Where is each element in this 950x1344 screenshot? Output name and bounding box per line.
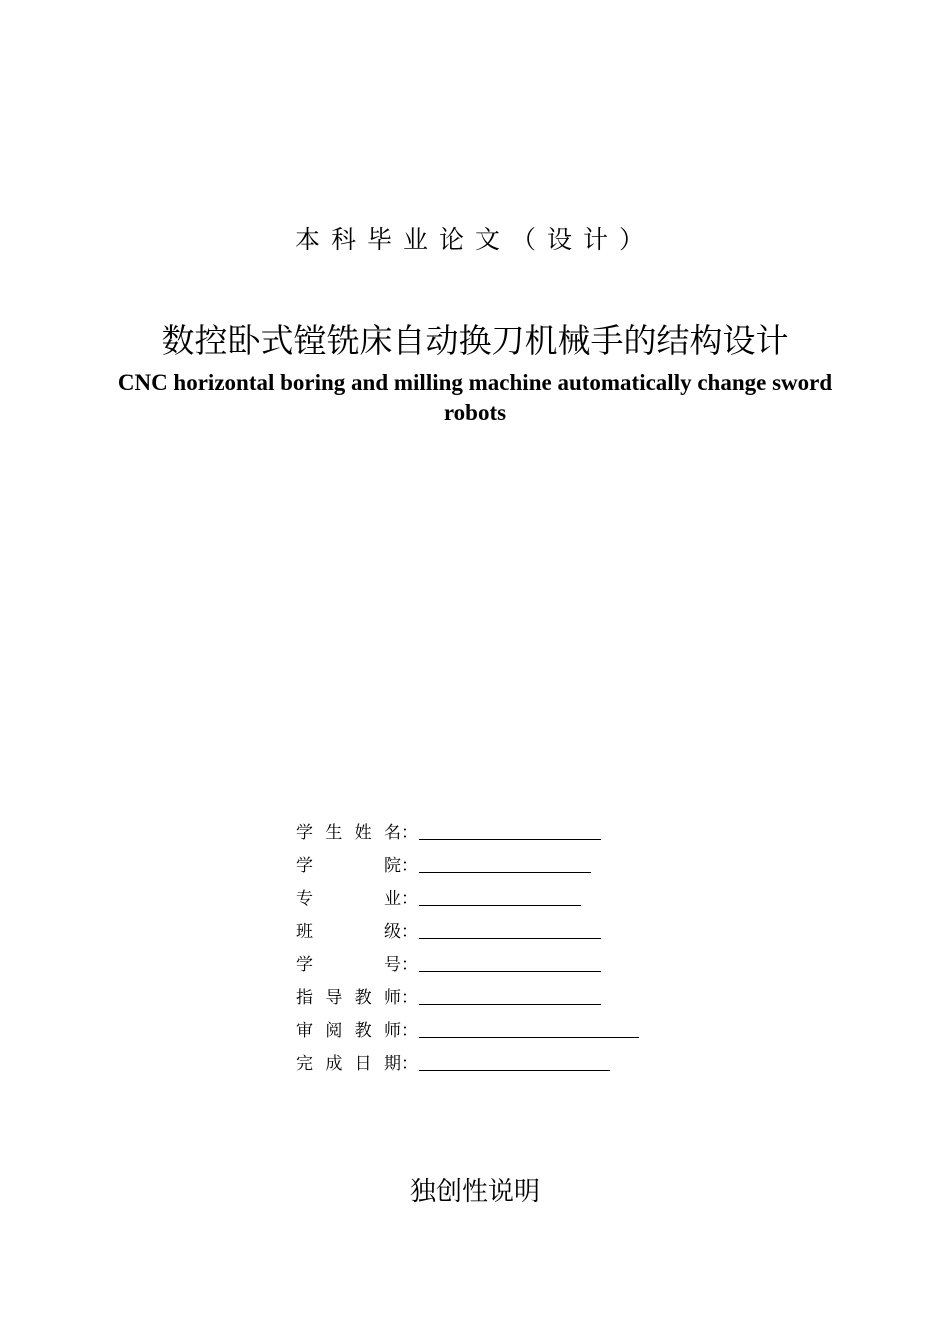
info-row-advisor xyxy=(296,975,716,1008)
info-colon: ： xyxy=(401,823,418,843)
info-label xyxy=(296,917,401,942)
info-label-char: 业 xyxy=(384,889,401,909)
fill-in-line[interactable] xyxy=(419,1050,610,1071)
info-row-reviewer xyxy=(296,1008,716,1041)
fill-in-line[interactable] xyxy=(419,1017,639,1038)
info-label-char: 院 xyxy=(384,856,401,876)
info-label xyxy=(296,950,401,975)
fill-in-line[interactable] xyxy=(419,852,591,873)
info-label xyxy=(296,851,401,876)
info-row-completion-date xyxy=(296,1041,716,1074)
info-label xyxy=(296,884,401,909)
fill-in-line[interactable] xyxy=(419,885,581,906)
info-row-student-id xyxy=(296,942,716,975)
info-label-char: 生 xyxy=(325,823,343,843)
info-label-char: 师 xyxy=(383,988,401,1008)
student-info-block xyxy=(296,810,716,1074)
info-label-char: 教 xyxy=(354,988,372,1008)
info-colon: ： xyxy=(401,1021,418,1041)
info-label xyxy=(296,983,401,1008)
info-label-char: 教 xyxy=(354,1021,372,1041)
info-label-char: 学 xyxy=(296,823,313,843)
info-label xyxy=(296,1049,401,1074)
info-label-char: 学 xyxy=(296,856,313,876)
info-label-char: 成 xyxy=(325,1054,343,1074)
info-colon: ： xyxy=(401,922,418,942)
info-label-char: 专 xyxy=(296,889,313,909)
info-row-college xyxy=(296,843,716,876)
fill-in-line[interactable] xyxy=(419,951,601,972)
info-colon: ： xyxy=(401,856,418,876)
info-label xyxy=(296,1016,401,1041)
info-label-char: 指 xyxy=(296,988,313,1008)
info-colon: ： xyxy=(401,1054,418,1074)
info-label xyxy=(296,818,401,843)
info-label-char: 名 xyxy=(383,823,401,843)
info-row-major xyxy=(296,876,716,909)
thesis-title-english: CNC horizontal boring and milling machine automatically change sword robots xyxy=(117,370,833,425)
info-label-char: 学 xyxy=(296,955,313,975)
info-label-char: 完 xyxy=(296,1054,313,1074)
info-colon: ： xyxy=(401,955,418,975)
originality-statement-heading: 独创性说明 xyxy=(409,1177,540,1207)
info-label-char: 日 xyxy=(354,1054,372,1074)
info-label-char: 级 xyxy=(384,922,401,942)
info-label-char: 期 xyxy=(383,1054,401,1074)
info-row-class xyxy=(296,909,716,942)
info-label-char: 姓 xyxy=(354,823,372,843)
fill-in-line[interactable] xyxy=(419,984,601,1005)
fill-in-line[interactable] xyxy=(419,918,601,939)
info-row-student-name xyxy=(296,810,716,843)
info-colon: ： xyxy=(401,889,418,909)
fill-in-line[interactable] xyxy=(419,819,601,840)
info-label-char: 师 xyxy=(383,1021,401,1041)
info-label-char: 号 xyxy=(384,955,401,975)
document-type: 本科毕业论文（设计） xyxy=(294,225,655,254)
thesis-title-chinese: 数控卧式镗铣床自动换刀机械手的结构设计 xyxy=(161,321,789,360)
info-label-char: 导 xyxy=(325,988,343,1008)
info-label-char: 审 xyxy=(296,1021,313,1041)
info-colon: ： xyxy=(401,988,418,1008)
info-label-char: 班 xyxy=(296,922,313,942)
info-label-char: 阅 xyxy=(325,1021,343,1041)
